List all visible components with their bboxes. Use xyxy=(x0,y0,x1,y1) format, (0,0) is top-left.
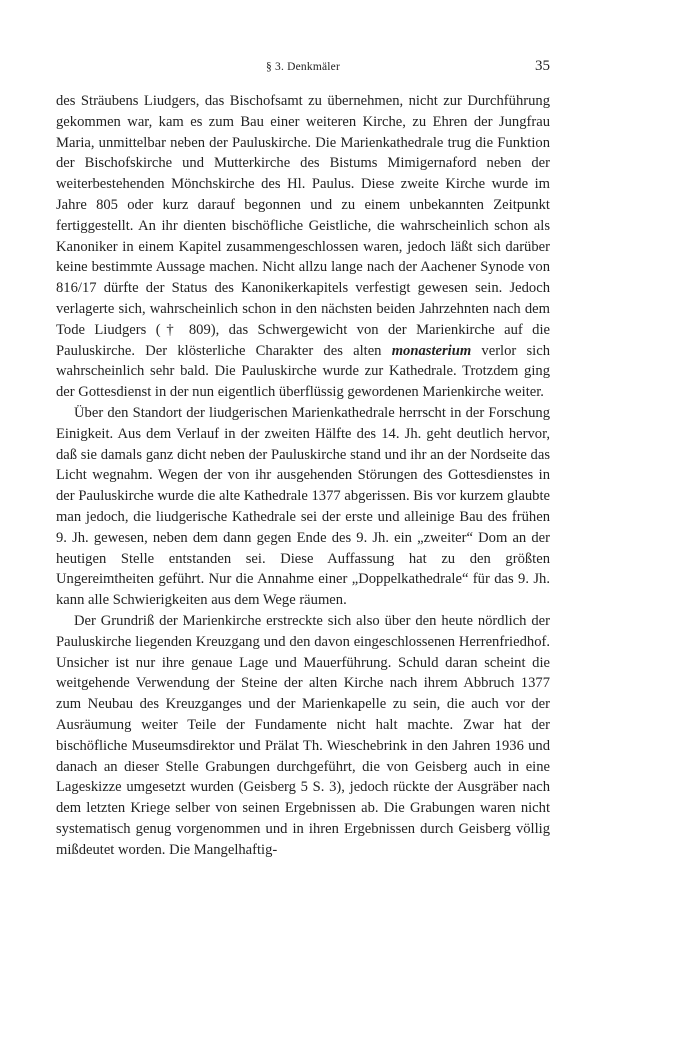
section-title: § 3. Denkmäler xyxy=(265,61,340,73)
running-head xyxy=(56,58,550,78)
paragraph-1-text-b: verlor sich wahrscheinlich sehr bald. Die Pauluskirche wurde zur Kathedrale. Trotzdem ging der Gottesdienst in der nun eigentlich überflüssig gewordenen Marienkirche weiter. xyxy=(56,342,550,401)
paragraph-2: Über den Standort der liudgerischen Marienkathedrale herrscht in der Forschung Einigkeit. Aus dem Verlauf in der zweiten Hälfte des 14. Jh. geht deutlich hervor, daß sie damals ganz dicht neben der Pauluskirche stand und ihr an der Nordseite das Licht wegnahm. Wegen der von ihr ausgehenden Störungen des Gottesdienstes in der Pauluskirche wurde die alte Kathedrale 1377 abgerissen. Bis vor kurzem glaubte man jedoch, die liudgerische Kathedrale sei der erste und alleinige Bau des frühen 9. Jh. gewesen, neben dem dann gegen Ende des 9. Jh. ein „zweiter“ Dom an der heutigen Stelle entstanden sei. Diese Auffassung hat zu den größten Ungereimtheiten geführt. Nur die Annahme einer „Doppelkathedrale“ für das 9. Jh. kann alle Schwierigkeiten aus dem Wege räumen. xyxy=(56,404,550,609)
paragraph-3: Der Grundriß der Marienkirche erstreckte sich also über den heute nördlich der Pauluskirche liegenden Kreuzgang und den davon eingeschlossenen Herrenfriedhof. Unsicher ist nur ihre genaue Lage und Mauerführung. Schuld daran scheint die weitgehende Verwendung der Steine der alten Kirche nach ihrem Abbruch 1377 zum Neubau des Kreuzganges und der Marienkapelle zu sein, die auch vor der Ausräumung weiter Teile der Fundamente nicht halt machte. Zwar hat der bischöfliche Museumsdirektor und Prälat Th. Wieschebrink in den Jahren 1936 und danach an dieser Stelle Grabungen durchgeführt, die von Geisberg auch in eine Lageskizze umgesetzt wurden (Geisberg 5 S. 3), jedoch rückte der Ausgräber nach dem letzten Kriege selber von seinen Ergebnissen ab. Die Grabungen waren nicht systematisch genug vorgenommen und in ihren Ergebnissen durch Geisberg völlig mißdeutet worden. Die Mangelhaftig- xyxy=(56,612,550,858)
paragraph-1 xyxy=(56,91,550,403)
paragraph-1-text-a: des Sträubens Liudgers, das Bischofsamt zu übernehmen, nicht zur Durchführung gekommen war, kam es zum Bau einer weiteren Kirche, zu Ehren der Jungfrau Maria, unmittelbar neben der Pauluskirche. Die Marienkathedrale trug die Funktion der Bischofskirche und Mutterkirche des Bistums Mimigernaford neben der weiterbestehenden Mönchskirche des Hl. Paulus. Diese zweite Kirche wurde im Jahre 805 oder kurz darauf begonnen und zu einem unbekannten Zeitpunkt fertiggestellt. An ihr dienten bischöfliche Geistliche, die wahrscheinlich schon als Kanoniker in einem Kapitel zusammengeschlossen waren, jedoch läßt sich darüber keine bestimmte Aussage machen. Nicht allzu lange nach der Aachener Synode von 816/17 dürfte der Status des Kanonikerkapitels verfestigt gewesen sein. Jedoch verlagerte sich, wahrscheinlich schon in den nächsten beiden Jahrzehnten nach dem Tode Liudgers († 809), das Schwergewicht von der Marienkirche auf die Pauluskirche. Der klösterliche Charakter des alten xyxy=(56,93,550,359)
body-text xyxy=(56,91,550,860)
italic-term: monasterium xyxy=(391,342,472,359)
page-number: 35 xyxy=(535,58,550,74)
